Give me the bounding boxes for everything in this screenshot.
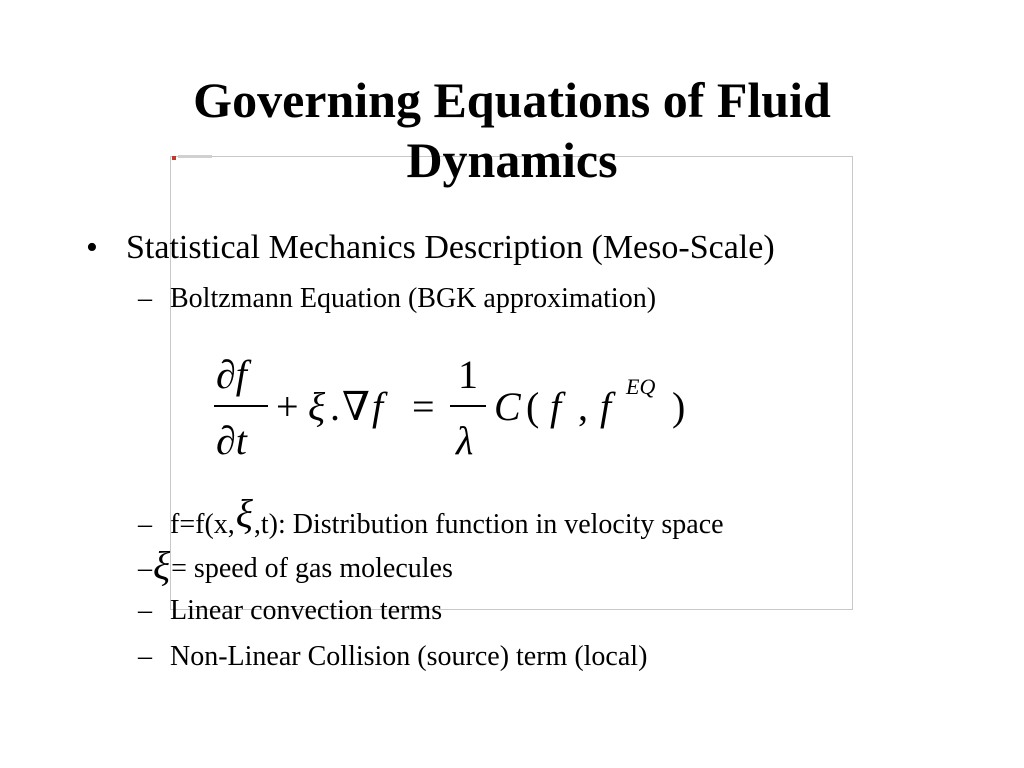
sub-marker: – bbox=[138, 553, 152, 584]
distribution-suffix: ,t): Distribution function in velocity space bbox=[253, 509, 724, 540]
bullet-marker: • bbox=[86, 229, 98, 266]
f-equilibrium: f bbox=[600, 384, 612, 429]
sub-item-boltzmann bbox=[138, 282, 656, 316]
numerator-one: 1 bbox=[458, 352, 478, 397]
sub-item-distribution bbox=[138, 491, 724, 542]
partial-t: ∂t bbox=[216, 418, 247, 463]
f-argument: f bbox=[550, 384, 562, 429]
sub-marker: – bbox=[138, 595, 152, 626]
collision-operator: C bbox=[494, 384, 521, 429]
f-symbol: f bbox=[372, 384, 384, 429]
sub-item-collision bbox=[138, 640, 647, 674]
bgk-equation bbox=[210, 346, 710, 466]
xi-symbol: ξ bbox=[308, 384, 326, 429]
sub-item-text: Linear convection terms bbox=[170, 595, 443, 626]
comma: , bbox=[578, 384, 588, 429]
sub-item-convection bbox=[138, 594, 442, 628]
slide-title: Governing Equations of Fluid Dynamics bbox=[193, 72, 831, 188]
sub-marker: – bbox=[138, 509, 152, 540]
sub-item-text: Non-Linear Collision (source) term (local) bbox=[170, 641, 648, 672]
nabla-symbol: ∇ bbox=[342, 384, 370, 429]
xi-inline-symbol: ξ bbox=[235, 491, 253, 536]
close-paren: ) bbox=[672, 384, 686, 429]
sub-marker: – bbox=[138, 641, 152, 672]
dot-operator: . bbox=[330, 384, 340, 429]
sub-marker: – bbox=[138, 283, 152, 314]
plus-sign: + bbox=[276, 384, 299, 429]
equals-sign: = bbox=[412, 384, 435, 429]
eq-superscript: EQ bbox=[626, 374, 656, 399]
xi-inline-symbol: ξ bbox=[153, 543, 171, 588]
open-paren: ( bbox=[526, 384, 540, 429]
lambda-symbol: λ bbox=[456, 418, 474, 463]
sub-item-text: Boltzmann Equation (BGK approximation) bbox=[170, 283, 657, 314]
bullet-text: Statistical Mechanics Description (Meso-Scale) bbox=[126, 229, 775, 266]
sub-item-speed bbox=[138, 543, 453, 588]
bullet-statistical-mechanics bbox=[86, 226, 775, 270]
distribution-prefix: f=f(x, bbox=[170, 509, 235, 540]
partial-f: ∂f bbox=[216, 352, 247, 397]
speed-text: = speed of gas molecules bbox=[171, 553, 453, 584]
